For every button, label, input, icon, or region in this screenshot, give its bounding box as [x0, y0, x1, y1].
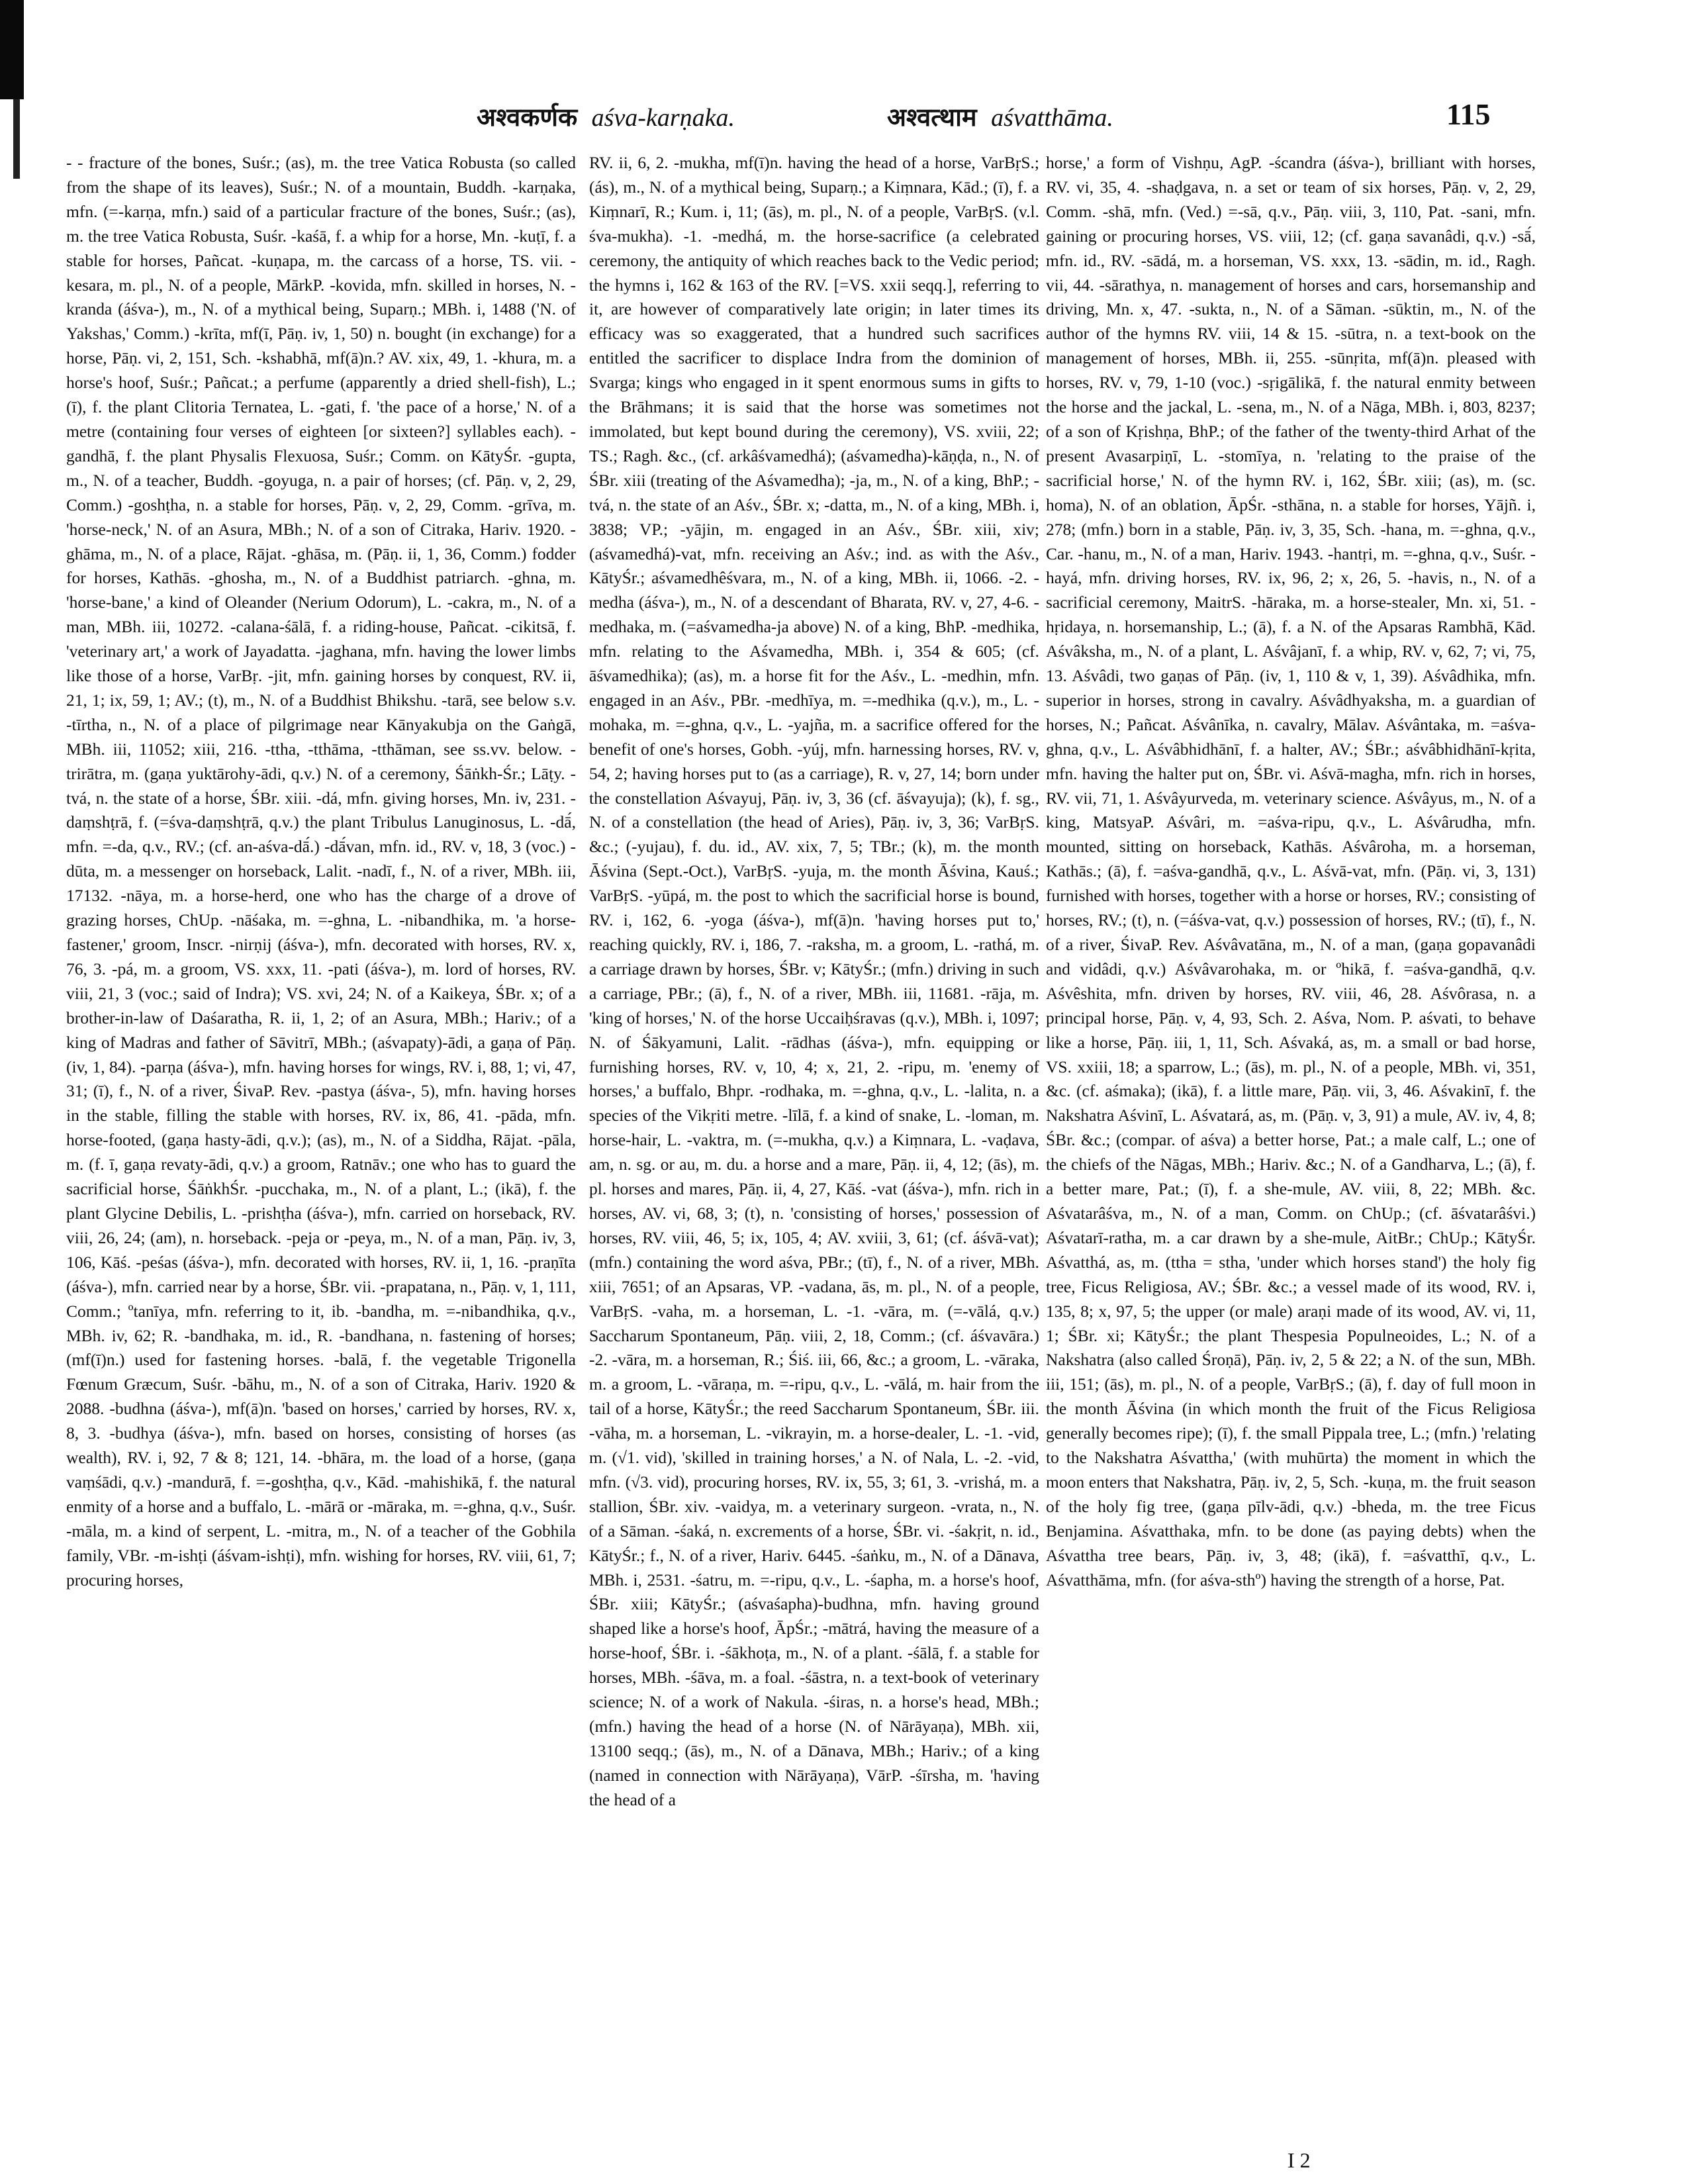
column-3-text: horse,' a form of Vishṇu, AgP. -ścandra (áśva-), brilliant with horses, RV. vi, 35, 4. -shaḍgava, n. a set or team of six horses, Pāṇ. v, 2, 29, Comm. -shā, mfn. (Ved.) =-sā, q.v., Pāṇ. viii, 3, 110, Pat. -sani, mfn. gaining or procuring horses, VS. viii, 12; (cf. gaṇa savanâdi, q.v.) -sā́, mfn. id., RV. -sādá, m. a horseman, VS. xxx, 13. -sādin, m. id., Ragh. vii, 44. -sārathya, n. management of horses and cars, horsemanship and driving, Mn. x, 47. -sukta, n., N. of a Sāman. -sūktin, m., N. of the author of the hymns RV. viii, 14 & 15. -sūtra, n. a text-book on the management of horses, MBh. ii, 255. -sūnṛita, mf(ā)n. pleased with horses, RV. v, 79, 1-10 (voc.) -sṛigālikā, f. the natural enmity between the horse and the jackal, L. -sena, m., N. of a Nāga, MBh. i, 803, 8237; of a son of Kṛishṇa, BhP.; of the father of the twenty-third Arhat of the present Avasarpiṇī, L. -stomīya, n. 'relating to the praise of the sacrificial horse,' N. of the hymn RV. i, 162, ŚBr. xiii; (as), m. (sc. homa), N. of an oblation, ĀpŚr. -sthāna, n. a stable for horses, Yājñ. i, 278; (mfn.) born in a stable, Pāṇ. iv, 3, 35, Sch. -hana, m. =-ghna, q.v., Car. -hanu, m., N. of a man, Hariv. 1943. -hantṛi, m. =-ghna, q.v., Suśr. -hayá, mfn. driving horses, RV. ix, 96, 2; x, 26, 5. -havis, n., N. of a sacrificial ceremony, MaitrS. -hāraka, m. a horse-stealer, Mn. xi, 51. -hṛidaya, n. horsemanship, L.; (ā), f. a N. of the Apsaras Rambhā, Kād. Aśvâksha, m., N. of a plant, L. Aśvâjanī, f. a whip, RV. v, 62, 7; vi, 75, 13. Aśvâdi, two gaṇas of Pāṇ. (iv, 1, 110 & v, 1, 39). Aśvâdhika, mfn. superior in horses, strong in cavalry. Aśvâdhyaksha, m. a guardian of horses, N.; Pañcat. Aśvânīka, n. cavalry, Mālav. Aśvântaka, m. =aśva-ghna, q.v., L. Aśvâbhidhānī, f. a halter, AV.; ŚBr.; aśvâbhidhānī-kṛita, mfn. having the halter put on, ŚBr. vi. Aśvā-magha, mfn. rich in horses, RV. vii, 71, 1. Aśvâyurveda, m. veterinary science. Aśvâyus, m., N. of a king, MatsyaP. Aśvâri, m. =aśva-ripu, q.v., L. Aśvârudha, mfn. mounted, sitting on horseback, Kathās. Aśvâroha, m. a horseman, Kathās.; (ā), f. =aśva-gandhā, q.v., L. Aśvā-vat, mfn. (Pāṇ. vi, 3, 131) furnished with horses, together with a horse or horses, RV.; consisting of horses, RV.; (t), n. (=áśva-vat, q.v.) possession of horses, RV.; (tī), f., N. of a river, ŚivaP. Rev. Aśvâvatāna, m., N. of a man, (gaṇa gopavanâdi and vidâdi, q.v.) Aśvâvarohaka, m. or ºhikā, f. =aśva-gandhā, q.v. Aśvêshita, mfn. driven by horses, RV. viii, 46, 28. Aśvôrasa, n. a principal horse, Pāṇ. v, 4, 93, Sch. 2. Aśva, Nom. P. aśvati, to behave like a horse, Pāṇ. iii, 1, 11, Sch. Aśvaká, as, m. a small or bad horse, VS. xxiii, 18; a sparrow, L.; (ās), m. pl., N. of a people, MBh. vi, 351, &c. (cf. aśmaka); (ikā), f. a little mare, Pāṇ. vii, 3, 46. Aśvakinī, f. the Nakshatra Aśvinī, L. Aśvatará, as, m. (Pāṇ. v, 3, 91) a mule, AV. iv, 4, 8; ŚBr. &c.; (compar. of aśva) a better horse, Pat.; a male calf, L.; one of the chiefs of the Nāgas, MBh.; Hariv. &c.; N. of a Gandharva, L.; (ā), f. a better mare, Pat.; (ī), f. a she-mule, AV. viii, 8, 22; MBh. &c. Aśvatarâśva, m., N. of a man, Comm. on ChUp.; (cf. āśvatarâśvi.) Aśvatarī-ratha, m. a car drawn by a she-mule, AitBr.; ChUp.; KātyŚr. Aśvatthá, as, m. (ttha = stha, 'under which horses stand') the holy fig tree, Ficus Religiosa, AV.; ŚBr. &c.; a vessel made of its wood, RV. i, 135, 8; x, 97, 5; the upper (or male) araṇi made of its wood, AV. vi, 11, 1; ŚBr. xi; KātyŚr.; the plant Thespesia Populneoides, L.; N. of a Nakshatra (also called Śroṇā), Pāṇ. iv, 2, 5 & 22; a N. of the sun, MBh. iii, 151; (ās), m. pl., N. of a people, VarBṛS.; (ā), f. day of full moon in the month Āśvina (in which month the fruit of the Ficus Religiosa generally becomes ripe); (ī), f. the small Pippala tree, L.; (mfn.) 'relating to the Nakshatra Aśvattha,' (with muhūrta) the moment in which the moon enters that Nakshatra, Pāṇ. iv, 2, 5, Sch. -kuṇa, m. the fruit season of the holy fig tree, (gaṇa pīlv-ādi, q.v.) -bheda, m. the tree Ficus Benjamina. Aśvatthaka, mfn. to be done (as paying debts) when the Aśvattha tree bears, Pāṇ. iv, 3, 48; (ikā), f. =aśvatthī, q.v., L. Aśvatthāma, mfn. (for aśva-sthº) having the strength of a horse, Pat.: [1046, 153, 1536, 1590]
header-left-roman: aśva-karṇaka.: [591, 104, 735, 132]
page-number: 115: [1446, 97, 1491, 131]
header-right-roman: aśvatthāma.: [991, 104, 1113, 132]
header-right-devanagari: अश्वत्थाम: [887, 104, 977, 132]
column-1-text: - - fracture of the bones, Suśr.; (as), m. the tree Vatica Robusta (so called from the shape of its leaves), Suśr.; N. of a mountain, Buddh. -karṇaka, mfn. (=-karṇa, mfn.) said of a particular fracture of the bones, Suśr.; (as), m. the tree Vatica Robusta, Suśr. -kaśā, f. a whip for a horse, Mn. -kuṭī, f. a stable for horses, Pañcat. -kuṇapa, m. the carcass of a horse, TS. vii. -kesara, m. pl., N. of a people, MārkP. -kovida, mfn. skilled in horses, N. -kranda (áśva-), m., N. of a mythical being, Suparṇ.; MBh. i, 1488 ('N. of Yakshas,' Comm.) -krīta, mf(ī, Pāṇ. iv, 1, 50) n. bought (in exchange) for a horse, Pāṇ. vi, 2, 151, Sch. -kshabhā, mf(ā)n.? AV. xix, 49, 1. -khura, m. a horse's hoof, Suśr.; Pañcat.; a perfume (apparently a dried shell-fish), L.; (ī), f. the plant Clitoria Ternatea, L. -gati, f. 'the pace of a horse,' N. of a metre (containing four verses of eighteen [or sixteen?] syllables each). -gandhā, f. the plant Physalis Flexuosa, Suśr.; Comm. on KātyŚr. -gupta, m., N. of a teacher, Buddh. -goyuga, n. a pair of horses; (cf. Pāṇ. v, 2, 29, Comm.) -goshṭha, n. a stable for horses, Pāṇ. v, 2, 29, Comm. -grīva, m. 'horse-neck,' N. of an Asura, MBh.; N. of a son of Citraka, Hariv. 1920. -ghāma, m., N. of a place, Rājat. -ghāsa, m. (Pāṇ. ii, 1, 36, Comm.) fodder for horses, Kathās. -ghosha, m., N. of a Buddhist patriarch. -ghna, m. 'horse-bane,' a kind of Oleander (Nerium Odorum), L. -cakra, m., N. of a man, MBh. iii, 10272. -calana-śālā, f. a riding-house, Pañcat. -cikitsā, f. 'veterinary art,' a work of Jayadatta. -jaghana, mfn. having the lower limbs like those of a horse, VarBṛ. -jit, mfn. gaining horses by conquest, RV. ii, 21, 1; ix, 59, 1; AV.; (t), m., N. of a Buddhist Bhikshu. -tarā, see below s.v. -tīrtha, n., N. of a place of pilgrimage near Kānyakubja on the Gaṅgā, MBh. iii, 11052; xiii, 216. -ttha, -tthāma, -tthāman, see ss.vv. below. -trirātra, m. (gaṇa yuktārohy-ādi, q.v.) N. of a ceremony, Śāṅkh-Śr.; Lāṭy. -tvá, n. the state of a horse, ŚBr. xiii. -dá, mfn. giving horses, Mn. iv, 231. -daṃshṭrā, f. (=śva-daṃshṭrā, q.v.) the plant Tribulus Lanuginosus, L. -dā́, mfn. =-da, q.v., RV.; (cf. an-aśva-dā́.) -dā́van, mfn. id., RV. v, 18, 3 (voc.) -dūta, m. a messenger on horseback, Lalit. -nadī, f., N. of a river, MBh. iii, 17132. -nāya, m. a horse-herd, one who has the charge of a drove of grazing horses, ChUp. -nāśaka, m. =-ghna, L. -nibandhika, m. 'a horse-fastener,' groom, Inscr. -nirṇij (áśva-), mfn. decorated with horses, RV. x, 76, 3. -pá, m. a groom, VS. xxx, 11. -pati (áśva-), m. lord of horses, RV. viii, 21, 3 (voc.; said of Indra); VS. xvi, 24; N. of a Kaikeya, ŚBr. x; of a brother-in-law of Daśaratha, R. ii, 1, 2; of an Asura, MBh.; Hariv.; of a king of Madras and father of Sāvitrī, MBh.; (aśvapaty)-ādi, a gaṇa of Pāṇ. (iv, 1, 84). -parṇa (áśva-), mfn. having horses for wings, RV. i, 88, 1; vi, 47, 31; (ī), f., N. of a river, ŚivaP. Rev. -pastya (áśva-, 5), mfn. having horses in the stable, filling the stable with horses, RV. ix, 86, 41. -pāda, mfn. horse-footed, (gaṇa hasty-ādi, q.v.); (as), m., N. of a Siddha, Rājat. -pāla, m. (f. ī, gaṇa revaty-ādi, q.v.) a groom, Ratnāv.; one who has to guard the sacrificial horse, ŚāṅkhŚr. -pucchaka, m., N. of a plant, L.; (ikā), f. the plant Glycine Debilis, L. -prishṭha (áśva-), mfn. carried on horseback, RV. viii, 26, 24; (am), n. horseback. -peja or -peya, m., N. of a man, Pāṇ. iv, 3, 106, Kāś. -peśas (áśva-), mfn. decorated with horses, RV. ii, 1, 16. -praṇīta (áśva-), mfn. carried near by a horse, ŚBr. vii. -prapatana, n., Pāṇ. v, 1, 111, Comm.; ºtanīya, mfn. referring to it, ib. -bandha, m. =-nibandhika, q.v., MBh. iv, 62; R. -bandhaka, m. id., R. -bandhana, n. fastening of horses; (mf(ī)n.) used for fastening horses. -balā, f. the vegetable Trigonella Fœnum Græcum, Suśr. -bāhu, m., N. of a son of Citraka, Hariv. 1920 & 2088. -budhna (áśva-), mf(ā)n. 'based on horses,' carried by horses, RV. x, 8, 3. -budhya (áśva-), mfn. based on horses, consisting of horses (as wealth), RV. i, 92, 7 & 8; 121, 14. -bhāra, m. the load of a horse, (gaṇa vaṃśādi, q.v.) -mandurā, f. =-goshṭha, q.v., Kād. -mahishikā, f. the natural enmity of a horse and a buffalo, L. -mārā or -māraka, m. =-ghna, q.v., Suśr. -māla, m. a kind of serpent, L. -mitra, m., N. of a teacher of the Gobhila family, VBr. -m-ishṭi (áśvam-ishṭi), mfn. wishing for horses, RV. viii, 61, 7; procuring horses,: [66, 153, 576, 1590]
dictionary-column-1: [66, 151, 576, 2130]
header-left-headword: [477, 99, 735, 134]
running-header: [0, 99, 1686, 139]
dictionary-column-2: [589, 151, 1039, 2130]
header-right-headword: [887, 99, 1113, 134]
scan-edge-mark: [0, 0, 24, 99]
dictionary-column-3: [1046, 151, 1536, 2130]
header-left-devanagari: अश्वकर्णक: [477, 104, 578, 132]
signature-mark: I 2: [1288, 2148, 1311, 2172]
column-2-text: RV. ii, 6, 2. -mukha, mf(ī)n. having the head of a horse, VarBṛS.; (ás), m., N. of a mythical being, Suparṇ.; a Kiṃnara, Kād.; (ī), f. a Kiṃnarī, R.; Kum. i, 11; (ās), m. pl., N. of a people, VarBṛS. (v.l. śva-mukha). -1. -medhá, m. the horse-sacrifice (a celebrated ceremony, the antiquity of which reaches back to the Vedic period; the hymns i, 162 & 163 of the RV. [=VS. xxii seqq.], referring to it, are however of comparatively late origin; in later times its efficacy was so exaggerated, that a hundred such sacrifices entitled the sacrificer to displace Indra from the dominion of Svarga; kings who engaged in it spent enormous sums in gifts to the Brāhmans; it is said that the horse was sometimes not immolated, but kept bound during the ceremony), VS. xviii, 22; TS.; Ragh. &c., (cf. arkâśvamedhá); (aśvamedha)-kāṇḍa, n., N. of ŚBr. xiii (treating of the Aśvamedha); -ja, m., N. of a king, BhP.; -tvá, n. the state of an Aśv., ŚBr. x; -datta, m., N. of a king, MBh. i, 3838; VP.; -yājin, m. engaged in an Aśv., ŚBr. xiii, xiv; (aśvamedhá)-vat, mfn. receiving an Aśv.; ind. as with the Aśv., KātyŚr.; aśvamedhêśvara, m., N. of a king, MBh. ii, 1066. -2. -medha (áśva-), m., N. of a descendant of Bharata, RV. v, 27, 4-6. -medhaka, m. (=aśvamedha-ja above) N. of a king, BhP. -medhika, mfn. relating to the Aśvamedha, MBh. i, 354 & 605; (cf. āśvamedhika); (as), m. a horse fit for the Aśv., L. -medhin, mfn. engaged in an Aśv., PBr. -medhīya, m. =-medhika (q.v.), m., L. -mohaka, m. =-ghna, q.v., L. -yajña, m. a sacrifice offered for the benefit of one's horses, Gobh. -yúj, mfn. harnessing horses, RV. v, 54, 2; having horses put to (as a carriage), R. v, 27, 14; born under the constellation Aśvayuj, Pāṇ. iv, 3, 36 (cf. āśvayuja); (k), f. sg., N. of a constellation (the head of Aries), Pāṇ. iv, 3, 36; VarBṛS. &c.; (-yujau), f. du. id., AV. xix, 7, 5; TBr.; (k), m. the month Āśvina (Sept.-Oct.), VarBṛS. -yuja, m. the month Āśvina, Kauś.; VarBṛS. -yūpá, m. the post to which the sacrificial horse is bound, RV. i, 162, 6. -yoga (áśva-), mf(ā)n. 'having horses put to,' reaching quickly, RV. i, 186, 7. -raksha, m. a groom, L. -rathá, m. a carriage drawn by horses, ŚBr. v; KātyŚr.; (mfn.) driving in such a carriage, PBr.; (ā), f., N. of a river, MBh. iii, 11681. -rāja, m. 'king of horses,' N. of the horse Uccaiḥśravas (q.v.), MBh. i, 1097; N. of Śākyamuni, Lalit. -rādhas (áśva-), mfn. equipping or furnishing horses, RV. v, 10, 4; x, 21, 2. -ripu, m. 'enemy of horses,' a buffalo, Bhpr. -rodhaka, m. =-ghna, q.v., L. -lalita, n. a species of the Vikṛiti metre. -līlā, f. a kind of snake, L. -loman, m. horse-hair, L. -vaktra, m. (=-mukha, q.v.) a Kiṃnara, L. -vaḍava, am, n. sg. or au, m. du. a horse and a mare, Pāṇ. ii, 4, 12; (ās), m. pl. horses and mares, Pāṇ. ii, 4, 27, Kāś. -vat (áśva-), mfn. rich in horses, AV. vi, 68, 3; (t), n. 'consisting of horses,' possession of horses, RV. viii, 46, 5; ix, 105, 4; AV. xviii, 3, 61; (cf. áśvā-vat); (mfn.) containing the word aśva, PBr.; (tī), f., N. of a river, MBh. xiii, 7651; of an Apsaras, VP. -vadana, ās, m. pl., N. of a people, VarBṛS. -vaha, m. a horseman, L. -1. -vāra, m. (=-vālá, q.v.) Saccharum Spontaneum, Pāṇ. viii, 2, 18, Comm.; (cf. áśvavāra.) -2. -vāra, m. a horseman, R.; Śiś. iii, 66, &c.; a groom, L. -vāraka, m. a groom, L. -vāraṇa, m. =-ripu, q.v., L. -vālá, m. hair from the tail of a horse, KātyŚr.; the reed Saccharum Spontaneum, ŚBr. iii. -vāha, m. a horseman, L. -vikrayin, m. a horse-dealer, L. -1. -vid, m. (√1. vid), 'skilled in training horses,' a N. of Nala, L. -2. -vid, mfn. (√3. vid), procuring horses, RV. ix, 55, 3; 61, 3. -vrishá, m. a stallion, ŚBr. xiv. -vaidya, m. a veterinary surgeon. -vrata, n., N. of a Sāman. -śaká, n. excrements of a horse, ŚBr. vi. -śakṛit, n. id., KātyŚr.; f., N. of a river, Hariv. 6445. -śaṅku, m., N. of a Dānava, MBh. i, 2531. -śatru, m. =-ripu, q.v., L. -śapha, m. a horse's hoof, ŚBr. xiii; KātyŚr.; (aśvaśapha)-budhna, mfn. having ground shaped like a horse's hoof, ĀpŚr.; -mātrá, having the measure of a horse-hoof, ŚBr. i. -śākhoṭa, m., N. of a plant. -śālā, f. a stable for horses, MBh. -śāva, m. a foal. -śāstra, n. a text-book of veterinary science; N. of a work of Nakula. -śiras, n. a horse's head, MBh.; (mfn.) having the head of a horse (N. of Nārāyaṇa), MBh. xii, 13100 seqq.; (ās), m., N. of a Dānava, MBh.; Hariv.; of a king (named in connection with Nārāyaṇa), VārP. -śīrsha, m. 'having the head of a: [589, 153, 1039, 1809]
